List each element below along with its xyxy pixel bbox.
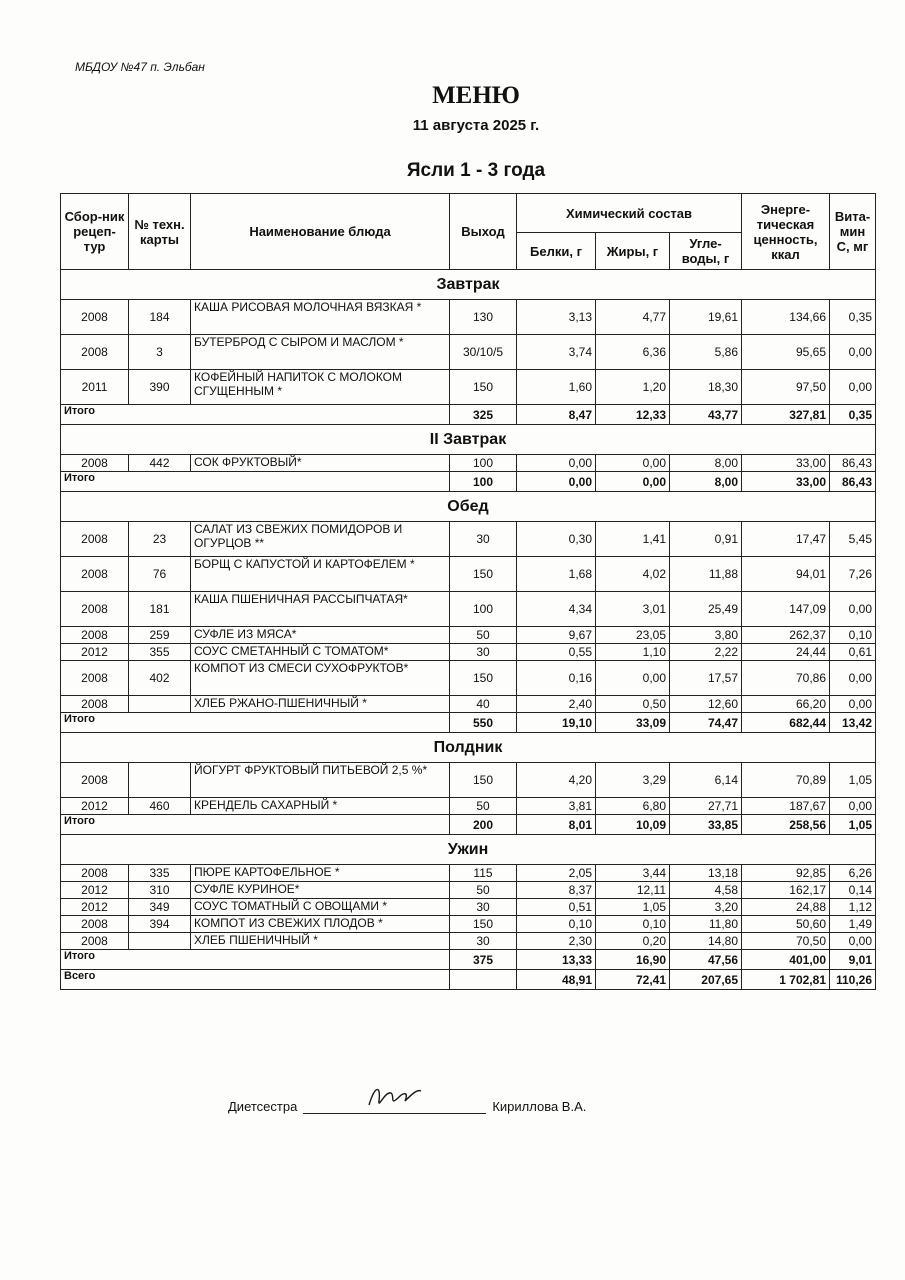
subtotal-proteins: 19,10 — [517, 713, 596, 733]
cell-output: 115 — [450, 865, 517, 882]
cell-output: 100 — [450, 455, 517, 472]
col-header-chemical: Химический состав — [517, 194, 742, 233]
cell-collection: 2008 — [61, 627, 129, 644]
grand-total-carbs: 207,65 — [670, 970, 742, 990]
cell-vitamin: 0,14 — [830, 882, 876, 899]
cell-fats: 0,50 — [596, 696, 670, 713]
table-row — [61, 661, 876, 696]
subtotal-carbs: 74,47 — [670, 713, 742, 733]
menu-date: 11 августа 2025 г. — [412, 117, 540, 134]
cell-vitamin: 1,12 — [830, 899, 876, 916]
cell-vitamin: 1,49 — [830, 916, 876, 933]
subtotal-vitamin: 13,42 — [830, 713, 876, 733]
cell-tech-card — [129, 696, 191, 713]
subtotal-output: 325 — [450, 405, 517, 425]
cell-output: 150 — [450, 370, 517, 405]
cell-tech-card: 310 — [129, 882, 191, 899]
cell-proteins: 9,67 — [517, 627, 596, 644]
subtotal-vitamin: 1,05 — [830, 815, 876, 835]
cell-fats: 6,80 — [596, 798, 670, 815]
cell-fats: 0,00 — [596, 661, 670, 696]
cell-vitamin: 1,05 — [830, 763, 876, 798]
cell-energy: 162,17 — [742, 882, 830, 899]
cell-collection: 2008 — [61, 865, 129, 882]
cell-energy: 134,66 — [742, 300, 830, 335]
cell-vitamin: 0,00 — [830, 370, 876, 405]
subtotal-row — [61, 815, 876, 835]
section-header-row — [61, 835, 876, 865]
cell-fats: 4,02 — [596, 557, 670, 592]
page-title: МЕНЮ — [432, 82, 520, 109]
subtotal-vitamin: 86,43 — [830, 472, 876, 492]
cell-dish-name: СУФЛЕ КУРИНОЕ* — [191, 882, 450, 899]
cell-fats: 3,44 — [596, 865, 670, 882]
cell-output: 30 — [450, 644, 517, 661]
cell-proteins: 0,10 — [517, 916, 596, 933]
cell-energy: 70,50 — [742, 933, 830, 950]
cell-proteins: 1,68 — [517, 557, 596, 592]
cell-tech-card: 184 — [129, 300, 191, 335]
grand-total-vitamin: 110,26 — [830, 970, 876, 990]
table-row — [61, 763, 876, 798]
subtotal-carbs: 43,77 — [670, 405, 742, 425]
subtotal-row — [61, 713, 876, 733]
cell-energy: 147,09 — [742, 592, 830, 627]
cell-tech-card: 390 — [129, 370, 191, 405]
cell-fats: 0,20 — [596, 933, 670, 950]
cell-energy: 33,00 — [742, 455, 830, 472]
signature-name: Кириллова В.А. — [492, 1099, 587, 1114]
cell-dish-name: СОУС СМЕТАННЫЙ С ТОМАТОМ* — [191, 644, 450, 661]
cell-proteins: 0,16 — [517, 661, 596, 696]
col-header-carbs: Угле-воды, г — [670, 233, 742, 270]
subtotal-vitamin: 9,01 — [830, 950, 876, 970]
cell-dish-name: КОМПОТ ИЗ СВЕЖИХ ПЛОДОВ * — [191, 916, 450, 933]
cell-dish-name: КОФЕЙНЫЙ НАПИТОК С МОЛОКОМ СГУЩЕННЫМ * — [191, 370, 450, 405]
cell-dish-name: ХЛЕБ РЖАНО-ПШЕНИЧНЫЙ * — [191, 696, 450, 713]
cell-proteins: 4,34 — [517, 592, 596, 627]
subtotal-label: Итого — [61, 405, 450, 425]
cell-energy: 92,85 — [742, 865, 830, 882]
cell-vitamin: 0,00 — [830, 592, 876, 627]
cell-carbs: 5,86 — [670, 335, 742, 370]
signature-block — [228, 1099, 828, 1114]
cell-output: 30 — [450, 899, 517, 916]
menu-table — [60, 193, 876, 990]
cell-output: 50 — [450, 627, 517, 644]
grand-total-energy: 1 702,81 — [742, 970, 830, 990]
cell-tech-card: 23 — [129, 522, 191, 557]
cell-carbs: 17,57 — [670, 661, 742, 696]
section-title: Завтрак — [61, 270, 876, 300]
cell-carbs: 4,58 — [670, 882, 742, 899]
cell-proteins: 0,00 — [517, 455, 596, 472]
subtotal-energy: 401,00 — [742, 950, 830, 970]
cell-dish-name: СУФЛЕ ИЗ МЯСА* — [191, 627, 450, 644]
cell-output: 150 — [450, 661, 517, 696]
col-header-fats: Жиры, г — [596, 233, 670, 270]
cell-output: 50 — [450, 798, 517, 815]
cell-proteins: 3,74 — [517, 335, 596, 370]
cell-vitamin: 0,00 — [830, 798, 876, 815]
cell-energy: 70,86 — [742, 661, 830, 696]
subtotal-energy: 258,56 — [742, 815, 830, 835]
subtotal-output: 200 — [450, 815, 517, 835]
cell-collection: 2008 — [61, 335, 129, 370]
table-row — [61, 696, 876, 713]
cell-dish-name: КОМПОТ ИЗ СМЕСИ СУХОФРУКТОВ* — [191, 661, 450, 696]
col-header-proteins: Белки, г — [517, 233, 596, 270]
cell-proteins: 3,81 — [517, 798, 596, 815]
cell-proteins: 2,30 — [517, 933, 596, 950]
subtotal-proteins: 0,00 — [517, 472, 596, 492]
cell-proteins: 4,20 — [517, 763, 596, 798]
table-row — [61, 933, 876, 950]
cell-tech-card: 402 — [129, 661, 191, 696]
cell-dish-name: СОК ФРУКТОВЫЙ* — [191, 455, 450, 472]
cell-dish-name: ЙОГУРТ ФРУКТОВЫЙ ПИТЬЕВОЙ 2,5 %* — [191, 763, 450, 798]
cell-fats: 1,10 — [596, 644, 670, 661]
cell-tech-card: 394 — [129, 916, 191, 933]
cell-output: 150 — [450, 763, 517, 798]
cell-tech-card — [129, 933, 191, 950]
subtotal-row — [61, 472, 876, 492]
cell-collection: 2012 — [61, 798, 129, 815]
cell-energy: 24,44 — [742, 644, 830, 661]
cell-carbs: 2,22 — [670, 644, 742, 661]
cell-proteins: 0,51 — [517, 899, 596, 916]
cell-dish-name: СОУС ТОМАТНЫЙ С ОВОЩАМИ * — [191, 899, 450, 916]
section-header-row — [61, 492, 876, 522]
cell-vitamin: 5,45 — [830, 522, 876, 557]
table-row — [61, 916, 876, 933]
cell-vitamin: 0,00 — [830, 696, 876, 713]
cell-dish-name: БОРЩ С КАПУСТОЙ И КАРТОФЕЛЕМ * — [191, 557, 450, 592]
cell-collection: 2008 — [61, 696, 129, 713]
cell-fats: 1,41 — [596, 522, 670, 557]
cell-carbs: 27,71 — [670, 798, 742, 815]
col-header-vitamin: Вита-мин С, мг — [830, 194, 876, 270]
section-title: Обед — [61, 492, 876, 522]
cell-output: 30 — [450, 522, 517, 557]
cell-fats: 1,20 — [596, 370, 670, 405]
section-title: Полдник — [61, 733, 876, 763]
cell-collection: 2008 — [61, 763, 129, 798]
cell-energy: 17,47 — [742, 522, 830, 557]
grand-total-output — [450, 970, 517, 990]
cell-energy: 97,50 — [742, 370, 830, 405]
subtotal-carbs: 47,56 — [670, 950, 742, 970]
table-row — [61, 865, 876, 882]
cell-carbs: 0,91 — [670, 522, 742, 557]
cell-energy: 95,65 — [742, 335, 830, 370]
grand-total-label: Всего — [61, 970, 450, 990]
cell-carbs: 12,60 — [670, 696, 742, 713]
cell-fats: 6,36 — [596, 335, 670, 370]
cell-carbs: 11,88 — [670, 557, 742, 592]
cell-tech-card: 460 — [129, 798, 191, 815]
cell-collection: 2008 — [61, 300, 129, 335]
organization-name: МБДОУ №47 п. Эльбан — [75, 60, 205, 74]
subtotal-vitamin: 0,35 — [830, 405, 876, 425]
cell-dish-name: КРЕНДЕЛЬ САХАРНЫЙ * — [191, 798, 450, 815]
cell-vitamin: 7,26 — [830, 557, 876, 592]
table-row — [61, 370, 876, 405]
age-group: Ясли 1 - 3 года — [406, 160, 546, 181]
cell-tech-card: 349 — [129, 899, 191, 916]
subtotal-output: 375 — [450, 950, 517, 970]
cell-carbs: 18,30 — [670, 370, 742, 405]
cell-tech-card — [129, 763, 191, 798]
cell-output: 130 — [450, 300, 517, 335]
cell-carbs: 25,49 — [670, 592, 742, 627]
cell-carbs: 3,80 — [670, 627, 742, 644]
cell-tech-card: 3 — [129, 335, 191, 370]
cell-fats: 3,29 — [596, 763, 670, 798]
cell-dish-name: КАША ПШЕНИЧНАЯ РАССЫПЧАТАЯ* — [191, 592, 450, 627]
subtotal-proteins: 8,01 — [517, 815, 596, 835]
grand-total-proteins: 48,91 — [517, 970, 596, 990]
cell-carbs: 8,00 — [670, 455, 742, 472]
subtotal-proteins: 8,47 — [517, 405, 596, 425]
handwritten-signature — [365, 1083, 425, 1113]
cell-collection: 2008 — [61, 592, 129, 627]
cell-vitamin: 6,26 — [830, 865, 876, 882]
table-row — [61, 455, 876, 472]
cell-dish-name: ХЛЕБ ПШЕНИЧНЫЙ * — [191, 933, 450, 950]
cell-collection: 2008 — [61, 661, 129, 696]
subtotal-row — [61, 950, 876, 970]
cell-energy: 187,67 — [742, 798, 830, 815]
cell-energy: 262,37 — [742, 627, 830, 644]
cell-tech-card: 442 — [129, 455, 191, 472]
subtotal-label: Итого — [61, 815, 450, 835]
table-row — [61, 300, 876, 335]
signature-role: Диетсестра — [228, 1099, 298, 1114]
table-row — [61, 557, 876, 592]
table-row — [61, 522, 876, 557]
cell-dish-name: КАША РИСОВАЯ МОЛОЧНАЯ ВЯЗКАЯ * — [191, 300, 450, 335]
col-header-output: Выход — [450, 194, 517, 270]
cell-energy: 24,88 — [742, 899, 830, 916]
subtotal-energy: 682,44 — [742, 713, 830, 733]
cell-dish-name: САЛАТ ИЗ СВЕЖИХ ПОМИДОРОВ И ОГУРЦОВ ** — [191, 522, 450, 557]
col-header-tech-card: № техн. карты — [129, 194, 191, 270]
cell-energy: 50,60 — [742, 916, 830, 933]
cell-proteins: 2,40 — [517, 696, 596, 713]
table-row — [61, 335, 876, 370]
section-title: Ужин — [61, 835, 876, 865]
cell-collection: 2012 — [61, 899, 129, 916]
cell-proteins: 8,37 — [517, 882, 596, 899]
cell-dish-name: ПЮРЕ КАРТОФЕЛЬНОЕ * — [191, 865, 450, 882]
section-title: II Завтрак — [61, 425, 876, 455]
grand-total-row — [61, 970, 876, 990]
cell-carbs: 11,80 — [670, 916, 742, 933]
subtotal-fats: 10,09 — [596, 815, 670, 835]
cell-output: 150 — [450, 557, 517, 592]
cell-vitamin: 0,00 — [830, 933, 876, 950]
subtotal-fats: 16,90 — [596, 950, 670, 970]
cell-proteins: 2,05 — [517, 865, 596, 882]
subtotal-label: Итого — [61, 950, 450, 970]
table-row — [61, 798, 876, 815]
subtotal-energy: 33,00 — [742, 472, 830, 492]
table-row — [61, 882, 876, 899]
subtotal-proteins: 13,33 — [517, 950, 596, 970]
cell-carbs: 3,20 — [670, 899, 742, 916]
subtotal-carbs: 33,85 — [670, 815, 742, 835]
cell-energy: 66,20 — [742, 696, 830, 713]
subtotal-energy: 327,81 — [742, 405, 830, 425]
cell-output: 150 — [450, 916, 517, 933]
cell-output: 30/10/5 — [450, 335, 517, 370]
cell-fats: 12,11 — [596, 882, 670, 899]
cell-fats: 23,05 — [596, 627, 670, 644]
subtotal-label: Итого — [61, 713, 450, 733]
cell-collection: 2012 — [61, 644, 129, 661]
subtotal-fats: 33,09 — [596, 713, 670, 733]
cell-dish-name: БУТЕРБРОД С СЫРОМ И МАСЛОМ * — [191, 335, 450, 370]
col-header-collection: Сбор-ник рецеп-тур — [61, 194, 129, 270]
subtotal-fats: 12,33 — [596, 405, 670, 425]
table-row — [61, 644, 876, 661]
subtotal-output: 100 — [450, 472, 517, 492]
cell-collection: 2008 — [61, 522, 129, 557]
cell-carbs: 14,80 — [670, 933, 742, 950]
cell-carbs: 19,61 — [670, 300, 742, 335]
cell-energy: 94,01 — [742, 557, 830, 592]
cell-fats: 4,77 — [596, 300, 670, 335]
subtotal-row — [61, 405, 876, 425]
cell-output: 50 — [450, 882, 517, 899]
subtotal-label: Итого — [61, 472, 450, 492]
cell-proteins: 3,13 — [517, 300, 596, 335]
cell-fats: 1,05 — [596, 899, 670, 916]
col-header-dish-name: Наименование блюда — [191, 194, 450, 270]
subtotal-fats: 0,00 — [596, 472, 670, 492]
cell-output: 30 — [450, 933, 517, 950]
subtotal-carbs: 8,00 — [670, 472, 742, 492]
section-header-row — [61, 733, 876, 763]
cell-collection: 2008 — [61, 916, 129, 933]
cell-proteins: 1,60 — [517, 370, 596, 405]
cell-collection: 2008 — [61, 557, 129, 592]
cell-tech-card: 335 — [129, 865, 191, 882]
signature-line — [303, 1099, 486, 1114]
table-row — [61, 899, 876, 916]
menu-body — [61, 270, 876, 970]
cell-fats: 0,10 — [596, 916, 670, 933]
section-header-row — [61, 270, 876, 300]
cell-carbs: 13,18 — [670, 865, 742, 882]
cell-collection: 2011 — [61, 370, 129, 405]
cell-vitamin: 0,00 — [830, 335, 876, 370]
cell-tech-card: 259 — [129, 627, 191, 644]
cell-energy: 70,89 — [742, 763, 830, 798]
cell-proteins: 0,55 — [517, 644, 596, 661]
cell-vitamin: 0,10 — [830, 627, 876, 644]
cell-fats: 0,00 — [596, 455, 670, 472]
cell-collection: 2012 — [61, 882, 129, 899]
cell-output: 100 — [450, 592, 517, 627]
cell-tech-card: 355 — [129, 644, 191, 661]
section-header-row — [61, 425, 876, 455]
col-header-energy: Энерге-тическая ценность, ккал — [742, 194, 830, 270]
cell-output: 40 — [450, 696, 517, 713]
grand-total-fats: 72,41 — [596, 970, 670, 990]
cell-tech-card: 181 — [129, 592, 191, 627]
cell-collection: 2008 — [61, 933, 129, 950]
cell-proteins: 0,30 — [517, 522, 596, 557]
cell-vitamin: 0,00 — [830, 661, 876, 696]
cell-vitamin: 0,35 — [830, 300, 876, 335]
cell-tech-card: 76 — [129, 557, 191, 592]
table-row — [61, 592, 876, 627]
cell-vitamin: 86,43 — [830, 455, 876, 472]
cell-collection: 2008 — [61, 455, 129, 472]
cell-fats: 3,01 — [596, 592, 670, 627]
table-row — [61, 627, 876, 644]
subtotal-output: 550 — [450, 713, 517, 733]
cell-carbs: 6,14 — [670, 763, 742, 798]
cell-vitamin: 0,61 — [830, 644, 876, 661]
